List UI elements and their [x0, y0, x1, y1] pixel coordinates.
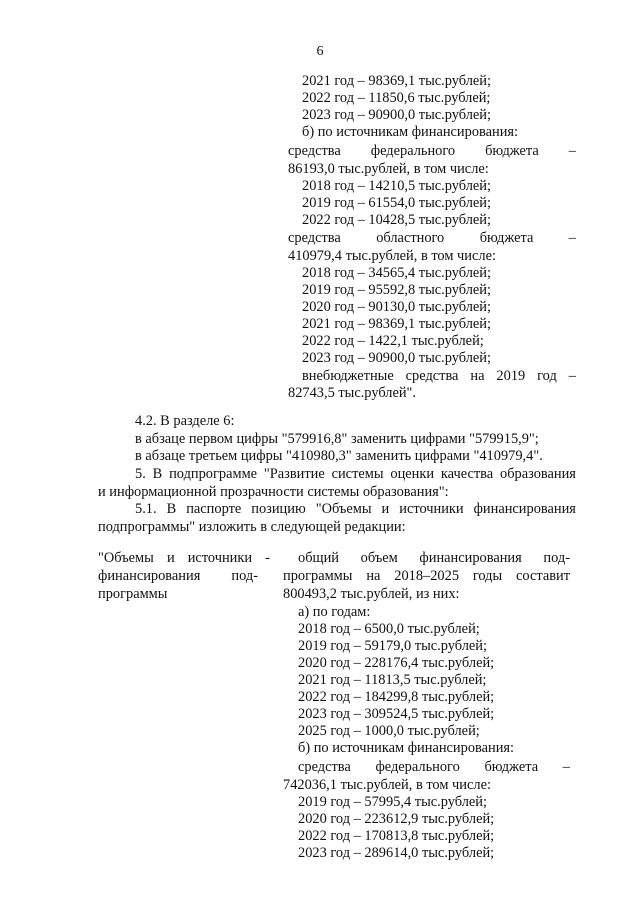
table-left-cell-line-word: и: [166, 550, 175, 566]
top-block-line: 2021 год – 98369,1 тыс.рублей;: [302, 73, 491, 89]
top-block-line-word: на: [470, 368, 485, 384]
body-paragraph-line-word: "Развитие: [263, 466, 325, 482]
table-right-cell-line: 2023 год – 289614,0 тыс.рублей;: [298, 845, 495, 861]
body-paragraph-line-word: оценки: [390, 466, 435, 482]
table-left-cell-line: [98, 550, 270, 567]
table-right-cell-line-word: бюджета: [484, 759, 539, 775]
top-block-line: 410979,4 тыс.рублей, в том числе:: [288, 248, 496, 264]
body-paragraph-line-word: В: [152, 466, 163, 482]
top-block-line: 2019 год – 61554,0 тыс.рублей;: [302, 195, 491, 211]
body-paragraph-line-word: 5.1.: [135, 501, 157, 517]
body-paragraph-line: в абзаце первом цифры "579916,8" заменить цифрами "579915,9";: [135, 431, 539, 447]
top-block-line: 2022 год – 10428,5 тыс.рублей;: [302, 212, 491, 228]
top-block-line-word: средства: [405, 368, 459, 384]
body-paragraph-line-word: и: [381, 501, 390, 517]
table-right-cell-line-word: составит: [516, 568, 570, 584]
top-block-line-word: внебюджетные: [302, 368, 394, 384]
body-paragraph-line: [135, 501, 576, 518]
top-block-line: 82743,5 тыс.рублей".: [288, 385, 417, 401]
table-right-cell-line-word: федерального: [375, 759, 460, 775]
top-block-line-word: год: [537, 368, 557, 384]
top-block-line: 2022 год – 1422,1 тыс.рублей;: [302, 333, 484, 349]
body-paragraph-line-word: позицию: [251, 501, 306, 517]
table-right-cell-line-word: средства: [298, 759, 351, 775]
top-block-line: 86193,0 тыс.рублей, в том числе:: [288, 161, 489, 177]
body-paragraph-line-word: финансирования: [473, 501, 576, 517]
table-right-cell-line: 2020 год – 223612,9 тыс.рублей;: [298, 811, 495, 827]
top-block-line: 2022 год – 11850,6 тыс.рублей;: [302, 90, 491, 106]
table-left-cell-line-word: "Объемы: [98, 550, 154, 566]
top-block-line-word: 2019: [496, 368, 526, 384]
table-left-cell-line-word: источники: [187, 550, 253, 566]
page-number: 6: [316, 44, 324, 59]
body-paragraph-line-word: источники: [399, 501, 464, 517]
top-block-line: [288, 143, 576, 160]
table-right-cell-line-word: общий: [298, 550, 340, 566]
top-block-line: 2019 год – 95592,8 тыс.рублей;: [302, 282, 491, 298]
table-right-cell-line-word: под-: [543, 550, 570, 566]
body-paragraph-line: в абзаце третьем цифры "410980,3" заменить цифрами "410979,4".: [135, 448, 543, 464]
table-right-cell-line: 800493,2 тыс.рублей, из них:: [283, 586, 460, 602]
table-right-cell-line: 2020 год – 228176,4 тыс.рублей;: [298, 655, 495, 671]
top-block-line: 2023 год – 90900,0 тыс.рублей;: [302, 107, 491, 123]
table-right-cell-line: 2019 год – 57995,4 тыс.рублей;: [298, 794, 487, 810]
top-block-line: 2018 год – 34565,4 тыс.рублей;: [302, 265, 491, 281]
top-block-line: б) по источникам финансирования:: [302, 124, 519, 140]
table-left-cell-line-word: под-: [231, 568, 258, 584]
body-paragraph-line-word: подпрограмме: [169, 466, 258, 482]
top-block-line-word: федерального: [370, 143, 456, 159]
top-block-line-word: –: [568, 230, 576, 246]
table-right-cell-line-word: –: [562, 759, 570, 775]
body-paragraph-line: подпрограммы" изложить в следующей редакции:: [98, 519, 406, 535]
table-left-cell-line-word: финансирования: [98, 568, 201, 584]
table-left-cell-line-word: -: [265, 550, 270, 566]
top-block-line: 2021 год – 98369,1 тыс.рублей;: [302, 316, 491, 332]
table-right-cell-line: [298, 550, 570, 567]
table-right-cell-line: 742036,1 тыс.рублей, в том числе:: [283, 777, 491, 793]
body-paragraph-line-word: паспорте: [186, 501, 242, 517]
table-right-cell-line: 2023 год – 309524,5 тыс.рублей;: [298, 706, 495, 722]
top-block-line-word: бюджета: [485, 143, 539, 159]
table-right-cell-line-word: 2018–2025: [394, 568, 460, 584]
top-block-line-word: бюджета: [479, 230, 534, 246]
top-block-line: 2018 год – 14210,5 тыс.рублей;: [302, 178, 491, 194]
body-paragraph-line-word: системы: [331, 466, 384, 482]
body-paragraph-line: 4.2. В разделе 6:: [135, 413, 235, 429]
body-paragraph-line-word: 5.: [135, 466, 146, 482]
table-left-cell-line: программы: [98, 586, 168, 602]
table-right-cell-line: [283, 568, 570, 585]
table-right-cell-line-word: годы: [472, 568, 503, 584]
table-left-cell-line: [98, 568, 258, 585]
top-block-line: 2020 год – 90130,0 тыс.рублей;: [302, 299, 491, 315]
body-paragraph-line-word: образования: [500, 466, 576, 482]
table-right-cell-line: 2022 год – 184299,8 тыс.рублей;: [298, 689, 495, 705]
body-paragraph-line: [135, 466, 576, 483]
table-right-cell-line: б) по источникам финансирования:: [298, 740, 515, 756]
table-right-cell-line: 2019 год – 59179,0 тыс.рублей;: [298, 638, 487, 654]
top-block-line: [302, 368, 576, 385]
table-right-cell-line-word: финансирования: [419, 550, 522, 566]
body-paragraph-line-word: В: [166, 501, 177, 517]
top-block-line-word: областного: [376, 230, 445, 246]
table-right-cell-line: 2022 год – 170813,8 тыс.рублей;: [298, 828, 495, 844]
table-right-cell-line-word: объем: [360, 550, 398, 566]
table-right-cell-line: 2018 год – 6500,0 тыс.рублей;: [298, 621, 480, 637]
top-block-line-word: –: [568, 368, 576, 384]
body-paragraph-line-word: "Объемы: [315, 501, 372, 517]
top-block-line-word: средства: [288, 143, 341, 159]
body-paragraph-line: и информационной прозрачности системы образования":: [98, 484, 449, 500]
table-right-cell-line-word: программы: [283, 568, 353, 584]
table-right-cell-line: а) по годам:: [298, 604, 371, 620]
table-right-cell-line: [298, 759, 570, 776]
body-paragraph-line-word: качества: [440, 466, 494, 482]
top-block-line-word: –: [568, 143, 576, 159]
table-right-cell-line: 2021 год – 11813,5 тыс.рублей;: [298, 672, 487, 688]
top-block-line: 2023 год – 90900,0 тыс.рублей;: [302, 350, 491, 366]
top-block-line-word: средства: [288, 230, 341, 246]
top-block-line: [288, 230, 576, 247]
table-right-cell-line: 2025 год – 1000,0 тыс.рублей;: [298, 723, 480, 739]
table-right-cell-line-word: на: [366, 568, 381, 584]
